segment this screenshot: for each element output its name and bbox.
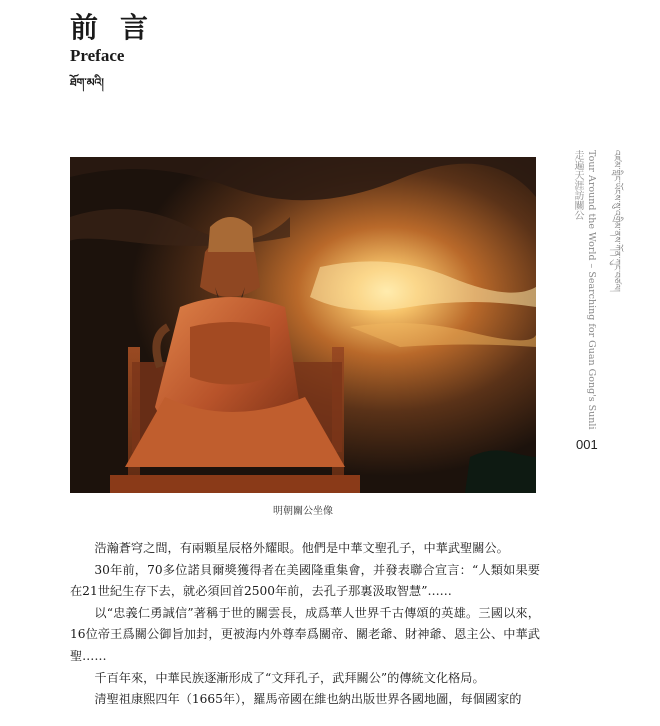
statue-image <box>70 157 536 493</box>
page-title-tibetan: ཐོག་མའི། <box>70 76 104 89</box>
paragraph: 以“忠義仁勇誠信”著稱于世的關雲長，成爲華人世界千古傳頌的英雄。三國以來，16位帝王爲關公御旨加封，更被海内外尊奉爲關帝、關老爺、財神爺、恩主公、中華武聖…… <box>70 605 540 663</box>
sidebar-title-tibetan: འཛམ་གླིང་ཡོངས་སུ་འགྲིམ་ནས་ཀོན་ཀུང་བཙལ། <box>611 150 621 292</box>
preface-body <box>70 538 540 711</box>
paragraph: 30年前，70多位諾貝爾獎獲得者在美國隆重集會，并發表聯合宣言：“人類如果要在21世紀生存下去，就必須回首2500年前，去孔子那裏汲取智慧”…… <box>70 562 540 599</box>
paragraph: 千百年來，中華民族逐漸形成了“文拜孔子，武拜關公”的傳統文化格局。 <box>94 670 485 685</box>
page-title: 前言 <box>70 11 171 44</box>
page-number: 001 <box>576 437 598 452</box>
sidebar-title-cn: 走遍天涯訪關公 <box>572 150 583 220</box>
sidebar-title-en: Tour Around the World – Searching for Guan Gong's Sunli <box>586 150 597 430</box>
paragraph: 浩瀚蒼穹之間，有兩顆星辰格外耀眼。他們是中華文聖孔子，中華武聖關公。 <box>94 541 509 555</box>
paragraph: 清聖祖康熙四年（1665年），羅馬帝國在維也納出版世界各國地圖，每個國家的 <box>94 692 522 707</box>
page-title-english: Preface <box>70 46 125 65</box>
guan-gong-statue-photo <box>70 157 536 493</box>
photo-caption: 明朝關公坐像 <box>273 506 333 517</box>
